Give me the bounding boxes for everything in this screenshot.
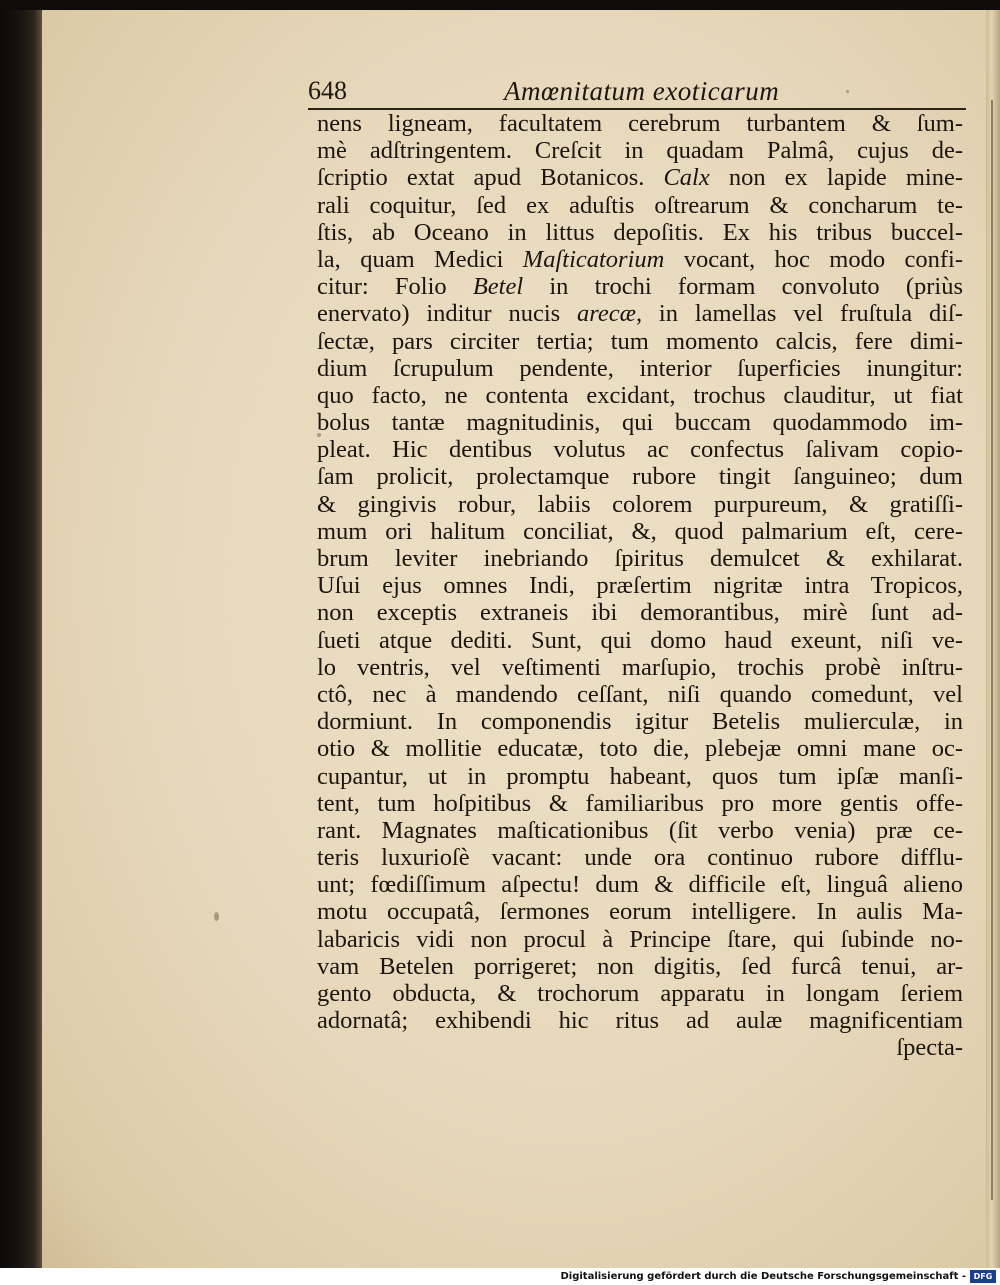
italic-term: arecæ — [577, 300, 636, 328]
scan-left-margin — [0, 10, 42, 1268]
italic-term: Maſticatorium — [522, 245, 665, 273]
text-line: quo facto, ne contenta excidant, trochus clauditur, ut fiat — [317, 381, 963, 409]
page-edge-shadow — [991, 100, 993, 1200]
text-line: otio & mollitie educatæ, toto die, plebejæ omni mane oc- — [317, 735, 963, 763]
text-line: motu occupatâ, ſermones eorum intelligere. In aulis Ma- — [317, 898, 963, 926]
text-line: ctô, nec à mandendo ceſſant, niſi quando comedunt, vel — [317, 680, 963, 708]
text-line: teris luxurioſè vacant: unde ora continuo rubore difflu- — [317, 844, 963, 872]
italic-term: Betel — [472, 273, 524, 301]
text-line: & gingivis robur, labiis colorem purpureum, & gratiſſi- — [317, 490, 963, 518]
text-line: mum ori halitum conciliat, &, quod palmarium eſt, cere- — [317, 517, 963, 545]
body-text — [317, 110, 963, 1062]
text-line: ſectæ, pars circiter tertia; tum momento calcis, fere dimi- — [317, 327, 963, 355]
text-line: rali coquitur, ſed ex aduſtis oſtrearum & concharum te- — [317, 191, 963, 219]
digitization-credit: Digitalisierung gefördert durch die Deutsche Forschungsgemeinschaft - — [560, 1271, 966, 1282]
text-line: dium ſcrupulum pendente, interior ſuperficies inungitur: — [317, 354, 963, 382]
text-line: non exceptis extraneis ibi demorantibus, mirè ſunt ad- — [317, 599, 963, 627]
text-line: vam Betelen porrigeret; non digitis, ſed furcâ tenui, ar- — [317, 952, 963, 980]
text-line: citur: Folio Betel in trochi formam convoluto (priùs — [317, 273, 963, 301]
running-title: Amœnitatum exoticarum — [504, 76, 780, 106]
text-line: cupantur, ut in promptu habeant, quos tum ipſæ manſi- — [317, 762, 963, 790]
text-line: mè adſtringentem. Creſcit in quadam Palmâ, cujus de- — [317, 137, 963, 165]
text-line: pleat. Hic dentibus volutus ac confectus ſalivam copio- — [317, 436, 963, 464]
text-line: ſcriptio extat apud Botanicos. Calx non ex lapide mine- — [317, 164, 963, 192]
text-line: tent, tum hoſpitibus & familiaribus pro more gentis offe- — [317, 789, 963, 817]
text-line: Uſui ejus omnes Indi, præſertim nigritæ intra Tropicos, — [317, 572, 963, 600]
text-line: ſpecta- — [896, 1034, 963, 1062]
text-line: brum leviter inebriando ſpiritus demulcet & exhilarat. — [317, 545, 963, 572]
paper-stain — [214, 912, 219, 921]
text-line: labaricis vidi non procul à Principe ſtare, qui ſubinde no- — [317, 925, 963, 953]
text-line: unt; fœdiſſimum aſpectu! dum & difficile eſt, linguâ alieno — [317, 871, 963, 899]
text-line: rant. Magnates maſticationibus (ſit verbo venia) præ ce- — [317, 816, 963, 844]
text-line: gento obducta, & trochorum apparatu in longam ſeriem — [317, 980, 963, 1007]
text-line: nens ligneam, facultatem cerebrum turbantem & ſum- — [317, 110, 963, 137]
dfg-logo: DFG — [970, 1270, 996, 1283]
text-line: lo ventris, vel veſtimenti marſupio, trochis probè inſtru- — [317, 653, 963, 681]
text-line: enervato) inditur nucis arecæ, in lamellas vel fruſtula diſ- — [317, 300, 963, 328]
scan-top-border — [0, 0, 1000, 10]
text-line: adornatâ; exhibendi hic ritus ad aulæ magnificentiam — [317, 1007, 963, 1035]
text-line: dormiunt. In componendis igitur Betelis mulierculæ, in — [317, 708, 963, 736]
text-line: ſtis, ab Oceano in littus depoſitis. Ex his tribus buccel- — [317, 218, 963, 246]
page-number: 648 — [308, 76, 347, 105]
text-line: bolus tantæ magnitudinis, qui buccam quodammodo im- — [317, 409, 963, 437]
page-header — [308, 72, 963, 108]
page-edge — [986, 10, 1000, 1268]
italic-term: Calx — [663, 164, 710, 192]
text-line: la, quam Medici Maſticatorium vocant, hoc modo confi- — [317, 245, 963, 273]
text-line: ſam prolicit, prolectamque rubore tingit ſanguineo; dum — [317, 463, 963, 491]
text-line: ſueti atque dediti. Sunt, qui domo haud exeunt, niſi ve- — [317, 626, 963, 654]
